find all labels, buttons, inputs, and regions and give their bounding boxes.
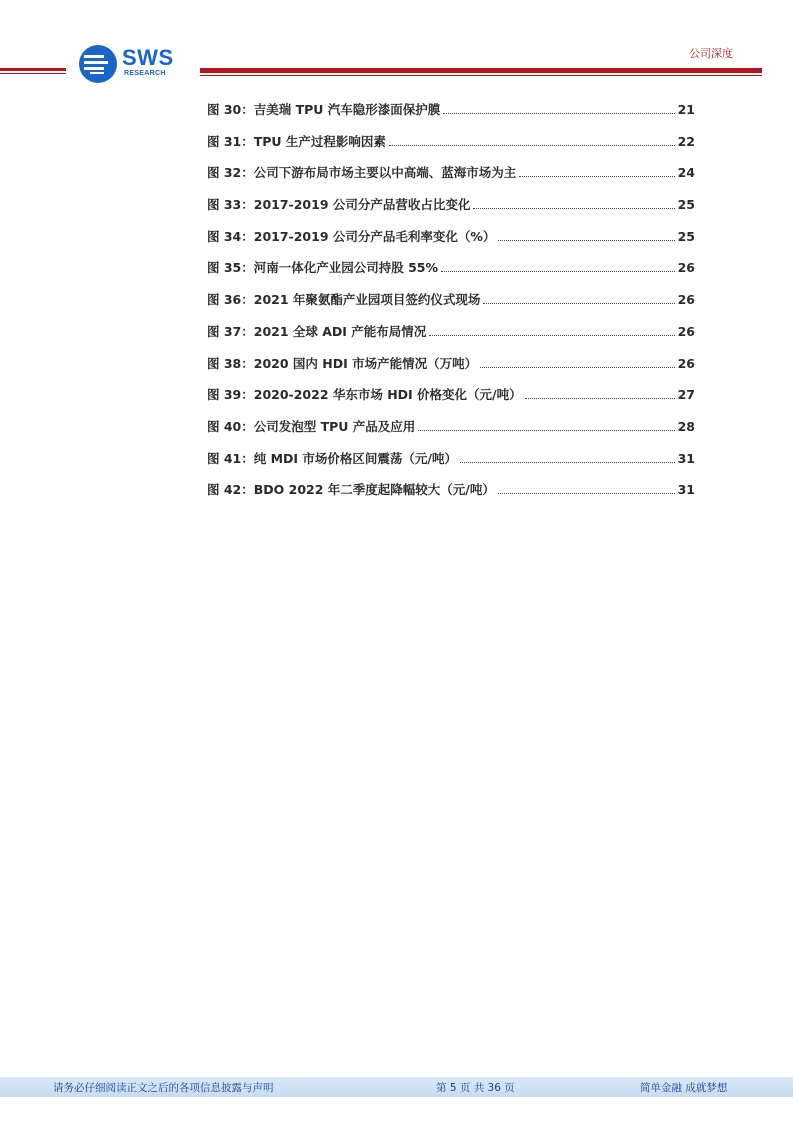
toc-entry-title: 图 30：吉美瑞 TPU 汽车隐形漆面保护膜	[207, 102, 441, 117]
toc-entry[interactable]	[207, 322, 695, 354]
header-rule-left-thin	[0, 73, 66, 74]
toc-entry-page: 25	[677, 197, 695, 213]
toc-entry[interactable]	[207, 480, 695, 512]
dot-leader	[441, 261, 675, 272]
toc-entry-title: 图 42：BDO 2022 年二季度起降幅较大（元/吨）	[207, 482, 495, 498]
toc-entry-page: 31	[677, 482, 695, 498]
toc-entry[interactable]	[207, 290, 695, 322]
dot-leader	[460, 452, 675, 463]
toc-entry[interactable]	[207, 163, 695, 195]
toc-entry-page: 25	[677, 228, 695, 244]
toc-entry-title: 图 35：河南一体化产业园公司持股 55%	[207, 260, 439, 276]
toc-entry[interactable]	[207, 132, 695, 164]
toc-entry-title: 图 32：公司下游布局市场主要以中高端、蓝海市场为主	[207, 165, 517, 181]
report-type: 公司深度	[689, 47, 733, 60]
toc-entry-title: 图 41：纯 MDI 市场价格区间震荡（元/吨）	[207, 450, 457, 466]
toc-entry-title: 图 36：2021 年聚氨酯产业园项目签约仪式现场	[207, 292, 481, 308]
toc-entry[interactable]	[207, 354, 695, 386]
header-rule-right	[200, 68, 762, 73]
toc-entry-page: 26	[677, 260, 695, 276]
toc-entry-title: 图 31：TPU 生产过程影响因素	[207, 133, 386, 149]
dot-leader	[498, 483, 675, 494]
toc-entry-page: 24	[677, 165, 695, 181]
dot-leader	[483, 293, 674, 304]
toc-entry[interactable]	[207, 449, 695, 481]
footer-page-number: 第 5 页 共 36 页	[436, 1082, 515, 1094]
toc-entry-title: 图 33：2017-2019 公司分产品营收占比变化	[207, 197, 471, 213]
toc-entry-title: 图 37：2021 全球 ADI 产能布局情况	[207, 323, 427, 339]
toc-entry-page: 22	[677, 133, 695, 149]
dot-leader	[498, 230, 674, 241]
toc-entry-page: 26	[677, 355, 695, 371]
toc-entry-page: 31	[677, 450, 695, 466]
toc-entry-page: 26	[677, 323, 695, 339]
dot-leader	[389, 135, 675, 146]
brand-name: SWS	[122, 45, 174, 70]
sws-logo-mark-icon	[78, 44, 118, 84]
figure-list	[207, 100, 695, 512]
dot-leader	[418, 420, 674, 431]
footer-disclaimer: 请务必仔细阅读正文之后的各项信息披露与声明	[53, 1082, 274, 1094]
brand-subtitle: RESEARCH	[124, 70, 166, 77]
toc-entry-page: 21	[677, 102, 695, 117]
toc-entry[interactable]	[207, 195, 695, 227]
page-footer	[0, 1077, 793, 1097]
dot-leader	[473, 198, 674, 209]
toc-entry-page: 27	[677, 387, 695, 403]
header-rule-right-thin	[200, 75, 762, 76]
footer-slogan: 简单金融 成就梦想	[640, 1082, 728, 1094]
dot-leader	[429, 325, 674, 336]
toc-entry-title: 图 39：2020-2022 华东市场 HDI 价格变化（元/吨）	[207, 387, 522, 403]
header-rule-left	[0, 68, 66, 71]
dot-leader	[480, 357, 675, 368]
toc-entry-title: 图 38：2020 国内 HDI 市场产能情况（万吨）	[207, 355, 478, 371]
toc-entry[interactable]	[207, 385, 695, 417]
sws-logo	[78, 44, 188, 84]
toc-entry[interactable]	[207, 227, 695, 259]
toc-entry[interactable]	[207, 258, 695, 290]
toc-entry-page: 26	[677, 292, 695, 308]
toc-entry[interactable]	[207, 417, 695, 449]
toc-entry-page: 28	[677, 418, 695, 434]
toc-entry-title: 图 40：公司发泡型 TPU 产品及应用	[207, 418, 416, 434]
dot-leader	[525, 388, 675, 399]
dot-leader	[519, 166, 674, 177]
toc-entry-title: 图 34：2017-2019 公司分产品毛利率变化（%）	[207, 228, 496, 244]
dot-leader	[443, 103, 674, 114]
toc-entry[interactable]	[207, 100, 695, 132]
